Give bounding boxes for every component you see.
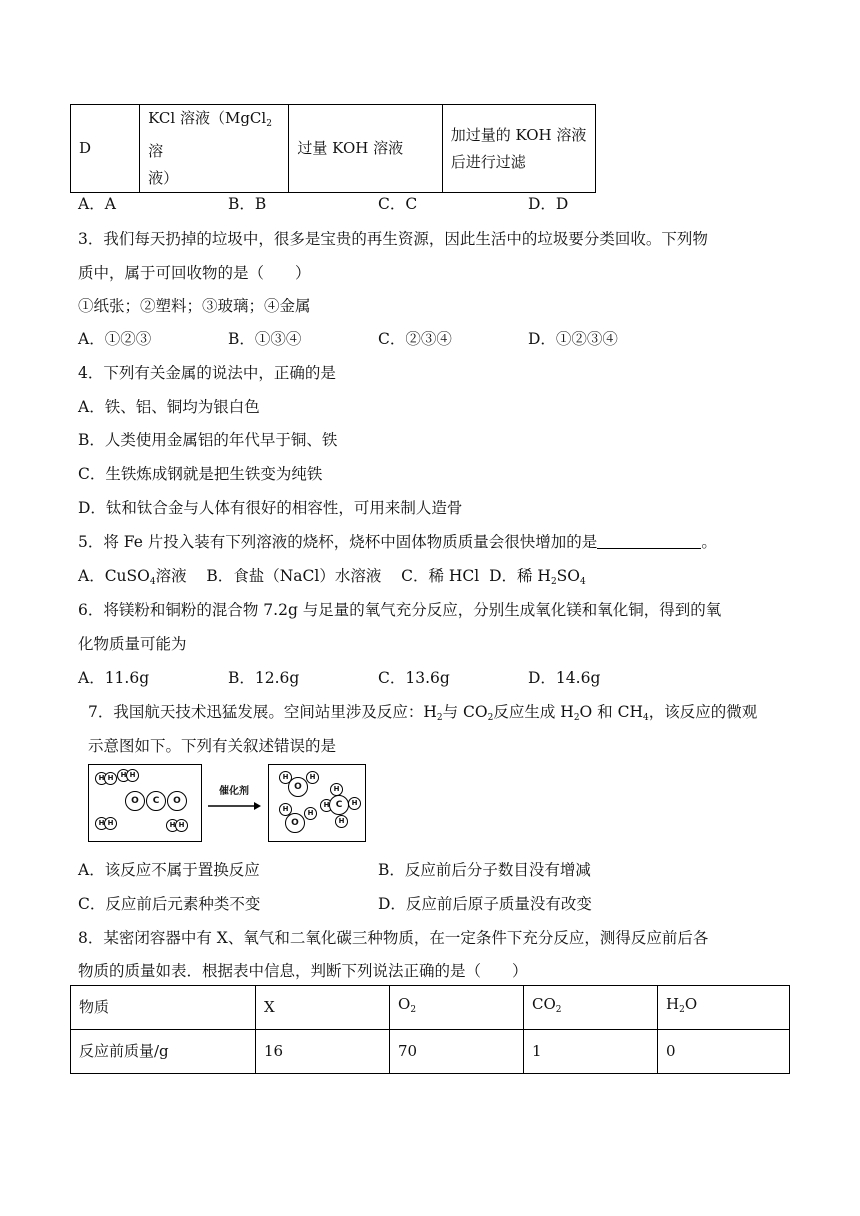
table-cell: 反应前质量/g xyxy=(71,1030,256,1074)
header-cell: 物质 xyxy=(71,986,256,1030)
hydrogen-atom: H xyxy=(126,769,139,782)
table-cell-method: 加过量的 KOH 溶液后进行过滤 xyxy=(442,105,595,193)
reactants-box xyxy=(88,764,202,842)
oxygen-atom: O xyxy=(125,791,145,811)
table-option-d xyxy=(70,104,596,193)
table-row xyxy=(71,105,596,193)
q4-option-c: C．生铁炼成钢就是把生铁变为纯铁 xyxy=(78,465,323,483)
mass-table xyxy=(70,985,790,1074)
q7-option-d: D．反应前后原子质量没有改变 xyxy=(378,895,592,913)
q7-stem-line1: 7．我国航天技术迅猛发展。空间站里涉及反应：$H_2$与 $CO_2$反应生成 $H_2O$ 和 $CH_4$，该反应的微观 xyxy=(88,703,758,723)
q6-stem-line2: 化物质量可能为 xyxy=(78,635,187,653)
q3-option-d: D．①②③④ xyxy=(528,330,618,348)
q2-option-a: A．A xyxy=(78,195,116,213)
oxygen-atom: O xyxy=(167,791,187,811)
hydrogen-atom: H xyxy=(175,819,188,832)
hydrogen-atom: H xyxy=(104,817,117,830)
q5-option-d: D．稀 $H_2SO_4$ xyxy=(489,567,586,587)
q4-stem: 4．下列有关金属的说法中，正确的是 xyxy=(78,364,336,382)
table-cell-reagent: 过量 KOH 溶液 xyxy=(289,105,442,193)
products-box xyxy=(268,764,366,842)
header-cell: $CO_2$ xyxy=(524,986,658,1030)
hydrogen-atom: H xyxy=(306,771,319,784)
hydrogen-atom: H xyxy=(320,799,333,812)
q6-option-d: D．14.6g xyxy=(528,669,601,687)
arrow-icon xyxy=(206,801,262,811)
hydrogen-atom: H xyxy=(95,817,108,830)
hydrogen-atom: H xyxy=(335,815,348,828)
q3-stem-line1: 3．我们每天扔掉的垃圾中，很多是宝贵的再生资源，因此生活中的垃圾要分类回收。下列物 xyxy=(78,230,708,248)
hydrogen-atom: H xyxy=(95,772,108,785)
q2-option-d: D．D xyxy=(528,195,569,213)
q7-option-c: C．反应前后元素种类不变 xyxy=(78,895,261,913)
table-cell: 1 xyxy=(524,1030,658,1074)
header-cell: $O_2$ xyxy=(390,986,524,1030)
q4-option-b: B．人类使用金属铝的年代早于铜、铁 xyxy=(78,431,338,449)
table-cell-label: D xyxy=(71,105,140,193)
hydrogen-atom: H xyxy=(279,803,292,816)
q7-option-b: B．反应前后分子数目没有增减 xyxy=(378,861,591,879)
q6-stem-line1: 6．将镁粉和铜粉的混合物 7.2g 与足量的氧气充分反应，分别生成氧化镁和氧化铜，得到的氧 xyxy=(78,601,722,619)
header-cell: X xyxy=(256,986,390,1030)
answer-blank xyxy=(597,532,701,549)
reaction-diagram xyxy=(88,764,368,844)
carbon-atom: C xyxy=(146,791,166,811)
q3-option-c: C．②③④ xyxy=(378,330,452,348)
q5-option-b: B．食盐（NaCl）水溶液 xyxy=(206,567,382,585)
q7-stem-line2: 示意图如下。下列有关叙述错误的是 xyxy=(88,737,337,755)
hydrogen-atom: H xyxy=(117,769,130,782)
q5-option-a: A．CuSO$_4$溶液 xyxy=(78,567,187,587)
q8-stem-line1: 8．某密闭容器中有 X、氧气和二氧化碳三种物质，在一定条件下充分反应，测得反应前后各 xyxy=(78,929,709,947)
q6-option-a: A．11.6g xyxy=(78,669,150,687)
table-cell: 0 xyxy=(658,1030,790,1074)
oxygen-atom: O xyxy=(285,813,305,833)
catalyst-label: 催化剂 xyxy=(219,786,249,797)
catalyst-arrow xyxy=(206,782,262,806)
header-cell: $H_2O$ xyxy=(658,986,790,1030)
hydrogen-atom: H xyxy=(348,797,361,810)
hydrogen-atom: H xyxy=(330,783,343,796)
q7-option-a: A．该反应不属于置换反应 xyxy=(78,861,260,879)
q2-option-b: B．B xyxy=(228,195,267,213)
q8-stem-line2: 物质的质量如表．根据表中信息，判断下列说法正确的是（ ） xyxy=(78,962,528,980)
q3-items: ①纸张；②塑料；③玻璃；④金属 xyxy=(78,297,311,315)
hydrogen-atom: H xyxy=(304,807,317,820)
hydrogen-atom: H xyxy=(279,771,292,784)
q6-option-b: B．12.6g xyxy=(228,669,300,687)
table-header-row xyxy=(71,986,790,1030)
q3-option-b: B．①③④ xyxy=(228,330,302,348)
q5-stem: 5．将 Fe 片投入装有下列溶液的烧杯，烧杯中固体物质质量会很快增加的是 。 xyxy=(78,533,717,551)
hydrogen-atom: H xyxy=(104,772,117,785)
q3-stem-line2: 质中，属于可回收物的是（ ） xyxy=(78,264,311,282)
table-cell-substance: KCl 溶液（MgCl$_2$溶 液） xyxy=(140,105,289,193)
q4-option-a: A．铁、铝、铜均为银白色 xyxy=(78,398,260,416)
hydrogen-atom: H xyxy=(166,819,179,832)
table-cell: 70 xyxy=(390,1030,524,1074)
carbon-atom: C xyxy=(329,795,349,815)
table-row xyxy=(71,1030,790,1074)
oxygen-atom: O xyxy=(288,777,308,797)
q6-option-c: C．13.6g xyxy=(378,669,450,687)
q2-option-c: C．C xyxy=(378,195,418,213)
q4-option-d: D．钛和钛合金与人体有很好的相容性，可用来制人造骨 xyxy=(78,499,463,517)
table-cell: 16 xyxy=(256,1030,390,1074)
q3-option-a: A．①②③ xyxy=(78,330,152,348)
q5-option-c: C．稀 HCl xyxy=(401,567,480,585)
q5-options xyxy=(78,564,586,587)
